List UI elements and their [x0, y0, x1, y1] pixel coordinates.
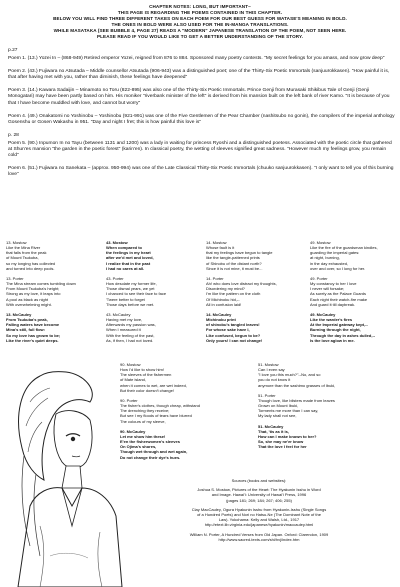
translation-line: But their color doesn't change! [120, 387, 174, 393]
translation-block [206, 240, 286, 271]
translation-line: at night, burning, [310, 255, 340, 261]
translation-block [106, 276, 180, 307]
translation-line: Like the fire of the guardsman kindles, [310, 245, 378, 251]
translation-line: When I measured it [106, 327, 141, 333]
translation-block-bold [6, 312, 80, 343]
source-line: William N. Porter, A Hundred Verses from Old Japan. Oxford: Clarendon, 1909 [189, 531, 329, 537]
translation-line: That, 'tis as it is, [258, 428, 289, 434]
translation-line: 49. Porter [310, 275, 328, 281]
translation-line: I had no cares at all. [106, 265, 145, 271]
header-line: PLEASE READ IF YOU WOULD LIKE TO GET A BETTER UNDERSTANDING OF THE STORY. [96, 34, 304, 40]
header-line: CHAPTER NOTES: LONG, BUT IMPORTANT~ [149, 4, 251, 9]
translation-line: How can I make known to her? [258, 433, 317, 439]
translation-line: 'Twere better to forget [106, 296, 145, 302]
translation-line: guarding the imperial gates: [310, 250, 360, 256]
translation-line: Since it is not mine, it must be... [206, 265, 263, 271]
header-line: WHILE MASATAKA (SEE BUBBLE 4, PAGE 27) READS A "MODERN" JAPANESE TRANSLATION OF THE POEM, NOT SEEN HERE. [53, 28, 347, 34]
translation-line: anymore than the sashimo grasses of Ibuki, [258, 382, 336, 388]
translation-block [6, 276, 80, 307]
translation-block-bold [310, 312, 396, 343]
translation-column-90 [120, 362, 220, 465]
translation-line: Ah! who does love distract my thoughts, [206, 281, 277, 287]
translation-line: Disordering my mind? [206, 286, 245, 292]
translation-line: in the day exhausted, [310, 260, 349, 266]
translation-line: Like the Mina River [6, 245, 41, 251]
sources-title: Sources (books and websites): [231, 478, 287, 483]
translation-line: that falls from the peak [6, 250, 47, 256]
source-line: Clay MacCauley, Ogura Hyakunin Isshu from Hyakunin-Isshu (Single Songs [191, 506, 327, 512]
translation-line: Michinoku print [206, 317, 236, 323]
poem-note: Poem 4. (49.) Onakatomi no Yoshinobu – Yoshinobu (921-991) was one of the Five Gentlemen of the Pear Chamber (nashitsubo no gonin), the compilers of the imperial anthology Gosenshu or Gosen Wakashu in 951. "Day and night I fret; this is how painful this love is" [8, 113, 395, 125]
poem-note: Poem 5. (90.) Inpumon In no Tayu (between 1131 and 1200) was a lady in waiting for princess Ryoshi and a distinguished poetess. Associated with the poetic circle that gathered at Shun'es mansion "the garden in the poetic forest" (karin'en). In classical poetry, the wetting of sleeves signified great sadness. "However much my feelings grow, you remain cold" [8, 140, 392, 159]
translation-line: that my feelings have begun to tangle [206, 250, 273, 256]
chapter-notes-header [14, 4, 386, 41]
translation-line: Those dismal years, we yet [106, 286, 155, 292]
translation-line: Is the love aglow in me. [310, 337, 355, 343]
translation-line: The colours of my sleeve, [120, 418, 166, 424]
translation-line: 14. Porter [206, 275, 224, 281]
translation-line: Only yours! I can not change! [206, 337, 263, 343]
translation-line: Though love, like blisters made from leaves [258, 397, 335, 403]
translation-line: From Tsukuba's peak, [6, 317, 48, 323]
translation-line: 90. McCauley [120, 428, 146, 434]
translation-block [206, 276, 286, 307]
source-line: Law). Yokohama: Kelly and Walsh, Ltd., 1917 [218, 517, 300, 523]
translation-line: All in confusion laid! [206, 301, 242, 307]
translation-line: How I'd like to show him! [120, 367, 164, 373]
header-line: THIS PAGE IS REGARDING THE POEMS CONTAINED IN THIS CHAPTER. [117, 10, 283, 16]
translation-block [120, 398, 220, 424]
character-illustration [0, 356, 128, 587]
translation-line: of Mate island, [120, 377, 147, 383]
translation-line: Of Michinoku hid,-- [206, 296, 240, 302]
translation-line: With overwhelming might. [6, 301, 52, 307]
translation-line: so my longing has collected [6, 260, 56, 266]
translation-line: of Shinobu of the distant north? [206, 260, 262, 266]
poem-note: Poem 2. (43.) Fujiwara no Atsutada – Middle counsellor Atsutada (906-943) was a distinguished poet; one of the Thirty-Six Poetic Immortals (sanjuurokkasen). "How painful it is, that after having met with you, rather than diminish, these feelings have deepened" [8, 69, 390, 81]
header-line: BELOW YOU WILL FIND THREE DIFFERENT TAKES ON EACH POEM FOR OUR BEST GUESS FOR WATASE'S MEANING IN BOLD. [53, 16, 347, 22]
translation-block-bold [258, 424, 378, 450]
poem-note: Poem 3. (14.) Kawara Sadaijin – Minamoto no Toru (822-895) was also one of the Thirty-Six Poetic Immortals. Prince Genji from Murasaki Shikibus Tale of Genji (Genji Monogatari) may have been partly based on him. His moniker "riverbank minister of the left" is derived from his mansion built on the left bank of river Kamo. "It is because of you that I have become muddled with love, and cannot but worry" [8, 88, 390, 106]
translation-block [310, 276, 396, 307]
translation-line: 13. McCauley [6, 311, 32, 317]
translation-line: That the love I feel for her [258, 444, 307, 450]
translation-line: Let me show him these! [120, 433, 166, 439]
translation-block-bold [120, 429, 220, 460]
header-line: THE ONES IN BOLD WERE ALSO USED FOR THE IN-MANGA TRANSLATIONS. [111, 22, 289, 28]
page-ref: p.27 [8, 48, 18, 53]
translation-line: Grown on Mount Ibuki, [258, 403, 299, 409]
translation-line: The sleeves of the fishermen [120, 372, 172, 378]
translation-line: Though wet through and wet again, [120, 449, 188, 455]
translation-line: And guard it till daybreak. [310, 301, 356, 307]
source-line: (pages 181; 269; 184; 267; 406; 255) [226, 497, 292, 503]
translation-line: With the feeling of the past, [106, 332, 155, 338]
translation-line: "I love you this much?"--No, and so [258, 372, 321, 378]
translation-line: Strong as my love, it leaps into [6, 291, 61, 297]
translation-line: How desolate my former life, [106, 281, 157, 287]
translation-line: 51. Porter [258, 392, 276, 398]
source-line: Joshua S. Mostow, Pictures of the Heart: The Hyakunin Isshu in Word [197, 487, 321, 493]
poem-note: Poem 1. (13.) Yozei In – (868-949) Retired emperor Yozei, reigned from 876 to 884. Sponsored many poetry contests. "My secret feelings for you amass, and now grow deep" [8, 56, 385, 62]
translation-line: As surely as the Palace Guards [310, 291, 367, 297]
translation-columns [6, 240, 398, 350]
translation-line: 13. Mostow [6, 240, 27, 245]
translation-line: like the tangle-patterned prints [206, 255, 260, 261]
translation-block-bold [206, 312, 286, 343]
translation-line: Having met my love, [106, 317, 143, 323]
translation-line: you do not know it [258, 377, 291, 383]
translation-line: of shinobu's tangled leaves! [206, 322, 260, 328]
translation-block [106, 312, 180, 343]
translation-column-43 [106, 240, 180, 348]
translation-line: Do not change their dye's hues. [120, 454, 181, 460]
translation-line: E'en the fisherwomen's sleeves [120, 439, 180, 445]
translation-line: 49. McCauley [310, 311, 336, 317]
sources-section [130, 478, 388, 546]
translation-line: I chanced to see their face to face [106, 291, 167, 297]
translation-line: 90. Mostow [120, 362, 141, 367]
translation-line: The fisher's clothes, though cheap, withstand [120, 403, 200, 409]
translation-line: 43. McCauley [106, 311, 131, 317]
translation-line: 51. McCauley [258, 423, 284, 429]
translation-line: Like the river's quiet deeps. [6, 337, 59, 343]
translation-line: Like confused, begun to be? [206, 332, 261, 338]
translation-line: Each night their watch-fire make [310, 296, 368, 302]
translation-line: 14. Mostow [206, 240, 227, 245]
translation-column-49 [310, 240, 396, 348]
translation-line: At the Imperial gateway kept,-- [310, 322, 368, 328]
translation-line: The Mina stream comes tumbling down [6, 281, 76, 287]
translation-line: So, she may ne'er know [258, 439, 304, 445]
source-line: of a Hundred Poets) and Nori no Hatsu-Ne (The Dominant Note of the [197, 512, 321, 518]
translation-line: Through the day in ashes dulled,-- [310, 332, 376, 338]
poem-notes [8, 48, 396, 185]
translation-line: of Mount Tsukuba, [6, 255, 39, 261]
source-entry [130, 507, 388, 528]
translation-line: Those days before we met. [106, 301, 155, 307]
translation-line: when it comes to wet, are wet indeed, [120, 382, 187, 388]
translation-line: Can I even say [258, 367, 285, 373]
source-line: and Image. Hawai'i: University of Hawai'i Press, 1996 [211, 492, 307, 498]
translation-line: over and over, so I long for her. [310, 265, 366, 271]
translation-line: and turned into deep pools. [6, 265, 55, 271]
translation-block [258, 393, 378, 419]
translation-line: Whose fault is it [206, 245, 235, 251]
translation-line: 13. Porter [6, 275, 24, 281]
translation-block [258, 362, 378, 388]
source-entry [130, 532, 388, 542]
translation-line: Afterwards my passion was, [106, 322, 156, 328]
translation-line: Torments me more than I can say, [258, 408, 319, 414]
translation-line: As, if then, I had not loved. [106, 337, 154, 343]
translation-line: 43. Porter [106, 275, 124, 281]
translation-line: When compared to [106, 245, 143, 251]
translation-line: Like the warder's fires [310, 317, 353, 323]
translation-column-51 [258, 362, 378, 454]
source-link[interactable]: http://etext.lib.virginia.edu/japanese/hyakunin/maccauley.html [204, 522, 314, 528]
translation-block [310, 240, 396, 271]
translation-line: after we'd met and loved, [106, 255, 154, 261]
translation-line: My constancy to her I love [310, 281, 357, 287]
translation-line: the feelings in my heart [106, 250, 151, 256]
translation-line: 90. Porter [120, 397, 138, 403]
source-entry [130, 487, 388, 503]
translation-line: On Ojima's shores, [120, 444, 157, 450]
translation-column-13 [6, 240, 80, 348]
translation-block [120, 362, 220, 393]
translation-line: 49. Mostow [310, 240, 331, 245]
translation-line: I never will forsake; [310, 286, 345, 292]
page-ref: p. 28 [8, 132, 19, 138]
translation-block [6, 240, 80, 271]
translation-line: Falling waters have become [6, 322, 60, 328]
translation-line: Mina's still, full flow: [6, 327, 45, 333]
translation-line: From Mount Tsukuba's height; [6, 286, 60, 292]
translation-line: My lady shall not see, [258, 413, 297, 419]
translation-line: 51. Mostow [258, 362, 279, 367]
translation-line: For whose sake have I, [206, 327, 250, 333]
translation-block-bold [106, 240, 180, 271]
translation-line: 14. McCauley [206, 311, 232, 317]
translation-line: Burning through the night, [310, 327, 361, 333]
translation-line: I realize that in the past [106, 260, 151, 266]
translation-line: I'm like the pattern on the cloth [206, 291, 261, 297]
translation-column-14 [206, 240, 286, 348]
translation-line: A pool as black as night [6, 296, 49, 302]
translation-line: 43. Mostow [106, 240, 128, 245]
translation-line: So my love has grown to be; [6, 332, 61, 338]
source-link[interactable]: http://www.sacred-texts.com/shi/hvj/index.htm [218, 536, 300, 542]
translation-line: But see I my floods of tears have blurred [120, 413, 192, 419]
poem-note: Poem 6. (51.) Fujiwara no Sanekata – (approx. 950-994) was one of the Late Classical Thirty-Six Poetic Immortals (chuuko sanjuurokkasen). "I only want to tell you of this burning love" [8, 166, 394, 178]
translation-line: The drenching they receive; [120, 408, 170, 414]
